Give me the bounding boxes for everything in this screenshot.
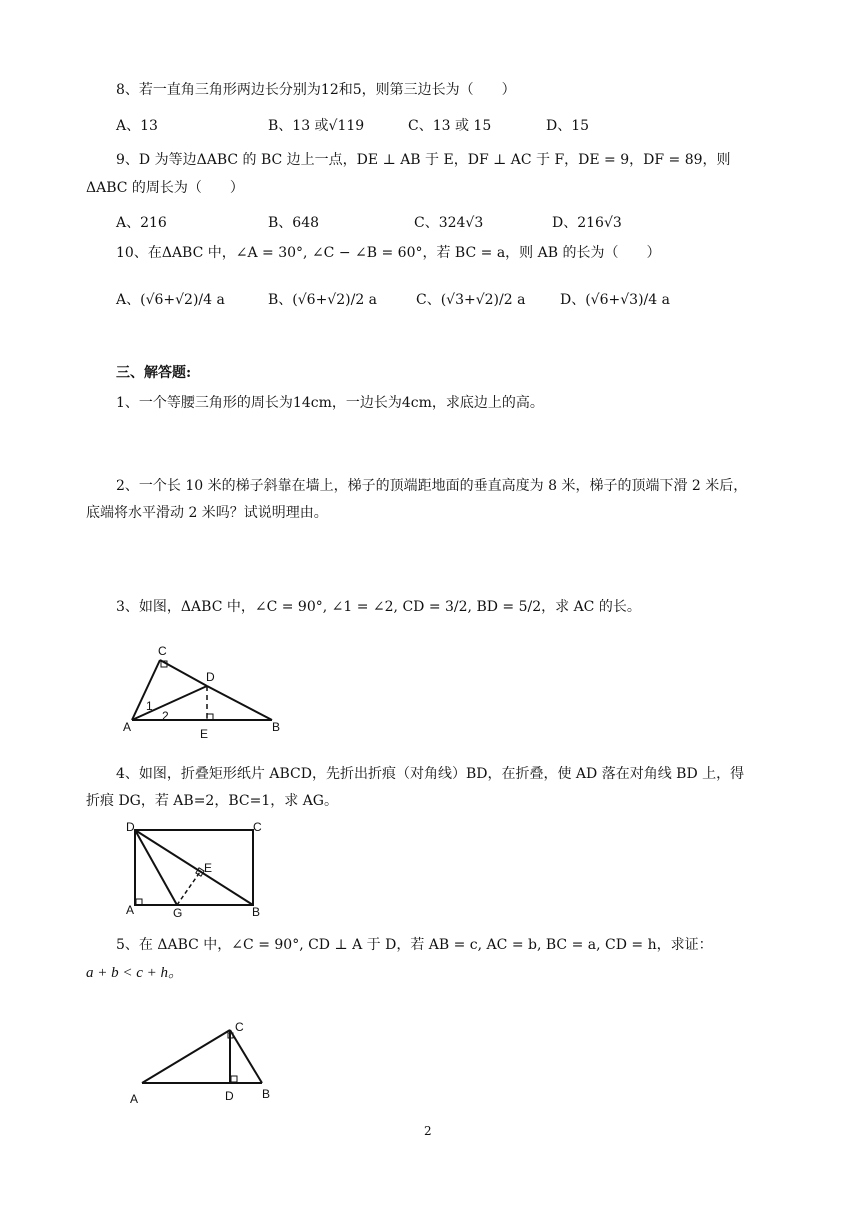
question-text: D 为等边ΔABC 的 BC 边上一点，DE ⊥ AB 于 E，DF ⊥ AC 于 F，DE = 9，DF = 89，则 xyxy=(138,152,731,168)
option-b: B、(√6+√2)/2 a xyxy=(268,292,378,308)
question-number: 4、 xyxy=(116,766,139,782)
label-a: A xyxy=(130,1092,139,1106)
option-a: A、(√6+√2)/4 a xyxy=(116,292,225,308)
question-9-line1 xyxy=(116,150,731,170)
side-ac xyxy=(142,1030,230,1083)
label-c: C xyxy=(158,644,167,658)
label-d: D xyxy=(225,1089,234,1103)
figure-rectangle-abcd-q4 xyxy=(120,815,270,920)
question-text: 在ΔABC 中，∠A = 30°, ∠C − ∠B = 60°，若 BC = a，则 AB 的长为（ ） xyxy=(147,245,661,261)
question-8 xyxy=(116,80,516,100)
section-heading: 三、解答题: xyxy=(116,365,192,381)
solve-3 xyxy=(116,597,641,617)
solve-4-line2: 折痕 DG，若 AB=2，BC=1，求 AG。 xyxy=(86,793,338,809)
question-10 xyxy=(116,243,660,263)
option-c: C、13 或 15 xyxy=(408,118,492,134)
label-c: C xyxy=(253,820,262,834)
right-angle-mark-d xyxy=(231,1076,237,1082)
question-text: 若一直角三角形两边长分别为12和5，则第三边长为（ ） xyxy=(138,82,516,98)
question-text: 如图，ΔABC 中，∠C = 90°, ∠1 = ∠2, CD = 3/2, BD = 5/2，求 AC 的长。 xyxy=(138,599,641,615)
label-b: B xyxy=(252,905,261,919)
label-g: G xyxy=(173,906,183,920)
crease-dg xyxy=(135,830,177,905)
angle-2-label: 2 xyxy=(162,709,169,723)
fold-line-ge xyxy=(177,872,200,905)
solve-2-line1 xyxy=(116,476,747,496)
bisector-ad xyxy=(132,686,207,720)
figure-right-triangle-q5 xyxy=(120,1015,290,1110)
option-a: A、13 xyxy=(116,118,158,134)
question-number: 2、 xyxy=(116,478,139,494)
solve-5-line2: a + b < c + h。 xyxy=(86,965,184,981)
option-b: B、13 或√119 xyxy=(268,118,365,134)
question-text: 如图，折叠矩形纸片 ABCD，先折出折痕（对角线）BD，在折叠，使 AD 落在对角线 BD 上，得 xyxy=(138,766,745,782)
solve-1 xyxy=(116,393,544,413)
question-number: 9、 xyxy=(116,152,139,168)
side-cb xyxy=(230,1030,262,1083)
question-number: 1、 xyxy=(116,395,139,411)
figure-triangle-abc-q3 xyxy=(120,640,290,740)
angle-1-label: 1 xyxy=(146,699,153,713)
question-text: 一个长 10 米的梯子斜靠在墙上，梯子的顶端距地面的垂直高度为 8 米，梯子的顶端下滑 2 米后， xyxy=(138,478,748,494)
question-text: 在 ΔABC 中，∠C = 90°, CD ⊥ A 于 D，若 AB = c, AC = b, BC = a, CD = h，求证： xyxy=(138,937,713,953)
question-number: 8、 xyxy=(116,82,139,98)
label-b: B xyxy=(262,1087,271,1101)
label-d: D xyxy=(206,670,215,684)
solve-5-line1 xyxy=(116,935,713,955)
option-a: A、216 xyxy=(116,215,167,231)
option-d: D、216√3 xyxy=(552,215,622,231)
question-text: 一个等腰三角形的周长为14cm，一边长为4cm，求底边上的高。 xyxy=(138,395,544,411)
solve-2-line2: 底端将水平滑动 2 米吗？试说明理由。 xyxy=(86,505,328,521)
question-number: 3、 xyxy=(116,599,139,615)
label-a: A xyxy=(123,720,132,734)
question-number: 5、 xyxy=(116,937,139,953)
diagonal-bd xyxy=(135,830,253,905)
label-a: A xyxy=(126,903,135,917)
label-c: C xyxy=(235,1020,244,1034)
option-b: B、648 xyxy=(268,215,320,231)
option-c: C、(√3+√2)/2 a xyxy=(416,292,526,308)
question-number: 10、 xyxy=(116,245,148,261)
label-d: D xyxy=(126,820,135,834)
label-e: E xyxy=(200,727,209,741)
option-d: D、(√6+√3)/4 a xyxy=(560,292,670,308)
solve-4-line1 xyxy=(116,764,744,784)
option-d: D、15 xyxy=(546,118,590,134)
label-b: B xyxy=(272,720,281,734)
label-e: E xyxy=(204,861,213,875)
side-db xyxy=(207,686,272,720)
option-c: C、324√3 xyxy=(414,215,484,231)
page-number: 2 xyxy=(424,1124,432,1138)
question-9-line2: ΔABC 的周长为（ ） xyxy=(86,180,244,196)
